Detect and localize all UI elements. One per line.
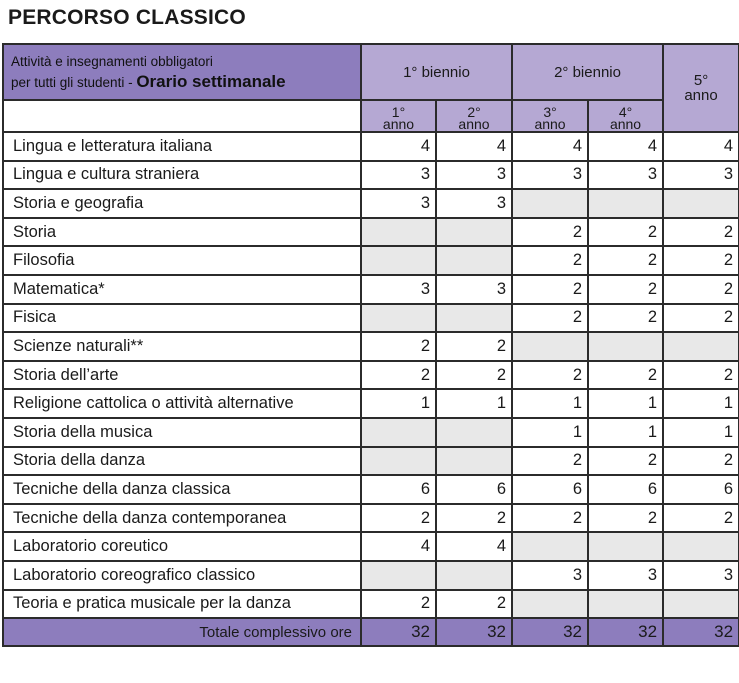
- table-row: [3, 590, 739, 619]
- table-row: [3, 389, 739, 418]
- header-fifth-year: [663, 44, 739, 132]
- hours-cell: 2: [588, 361, 663, 390]
- table-row: [3, 189, 739, 218]
- hours-cell: 2: [436, 361, 512, 390]
- hours-cell: 1: [663, 418, 739, 447]
- hours-cell: 2: [663, 504, 739, 533]
- subject-cell: Filosofia: [3, 246, 361, 275]
- hours-cell: 2: [361, 590, 436, 619]
- hours-cell: 4: [588, 132, 663, 161]
- hours-cell: 1: [588, 389, 663, 418]
- hours-cell: 2: [436, 590, 512, 619]
- header-year-4-top: 4°: [618, 104, 633, 120]
- hours-cell: 4: [663, 132, 739, 161]
- hours-cell: 2: [512, 246, 588, 275]
- hours-cell: 2: [512, 504, 588, 533]
- hours-cell: 2: [512, 361, 588, 390]
- hours-cell: 1: [588, 418, 663, 447]
- hours-cell: 2: [588, 218, 663, 247]
- header-year-4-bottom: anno: [609, 116, 642, 132]
- hours-cell: 4: [361, 132, 436, 161]
- table-row: [3, 161, 739, 190]
- table-row: [3, 275, 739, 304]
- hours-cell: 4: [361, 532, 436, 561]
- hours-cell: 3: [663, 561, 739, 590]
- table-row: [3, 304, 739, 333]
- hours-cell: 3: [436, 275, 512, 304]
- total-value: 32: [663, 618, 739, 646]
- empty-hours-cell: [361, 561, 436, 590]
- empty-hours-cell: [361, 447, 436, 476]
- total-row: [3, 618, 739, 646]
- hours-cell: 2: [663, 246, 739, 275]
- total-label: Totale complessivo ore: [3, 618, 361, 646]
- hours-cell: 2: [512, 218, 588, 247]
- empty-hours-cell: [588, 590, 663, 619]
- table-row: [3, 475, 739, 504]
- subject-cell: Lingua e cultura straniera: [3, 161, 361, 190]
- empty-hours-cell: [436, 561, 512, 590]
- empty-hours-cell: [588, 189, 663, 218]
- subject-cell: Tecniche della danza classica: [3, 475, 361, 504]
- hours-cell: 1: [663, 389, 739, 418]
- hours-cell: 2: [361, 332, 436, 361]
- empty-hours-cell: [588, 532, 663, 561]
- hours-cell: 1: [361, 389, 436, 418]
- table-row: [3, 447, 739, 476]
- header-fifth-year-top: 5°: [693, 72, 709, 89]
- header-blank: [3, 100, 361, 132]
- page-title: PERCORSO CLASSICO: [8, 6, 246, 29]
- header-year-1-bottom: anno: [382, 116, 415, 132]
- hours-cell: 3: [436, 161, 512, 190]
- hours-cell: 2: [588, 275, 663, 304]
- table-row: [3, 418, 739, 447]
- hours-cell: 3: [361, 161, 436, 190]
- header-line2-strong: Orario settimanale: [136, 71, 286, 91]
- hours-cell: 3: [361, 275, 436, 304]
- total-value: 32: [361, 618, 436, 646]
- empty-hours-cell: [436, 418, 512, 447]
- empty-hours-cell: [512, 590, 588, 619]
- hours-cell: 6: [436, 475, 512, 504]
- subject-cell: Laboratorio coreutico: [3, 532, 361, 561]
- header-year-3-top: 3°: [543, 104, 557, 120]
- header-year-2: [436, 100, 512, 132]
- empty-hours-cell: [663, 590, 739, 619]
- header-year-3: [512, 100, 588, 132]
- empty-hours-cell: [361, 218, 436, 247]
- empty-hours-cell: [436, 246, 512, 275]
- subject-cell: Storia e geografia: [3, 189, 361, 218]
- hours-cell: 1: [512, 389, 588, 418]
- subject-cell: Matematica*: [3, 275, 361, 304]
- empty-hours-cell: [436, 218, 512, 247]
- hours-cell: 3: [512, 161, 588, 190]
- hours-cell: 2: [436, 332, 512, 361]
- hours-cell: 6: [512, 475, 588, 504]
- empty-hours-cell: [436, 447, 512, 476]
- hours-cell: 2: [663, 275, 739, 304]
- table-row: [3, 561, 739, 590]
- hours-cell: 2: [436, 504, 512, 533]
- hours-cell: 3: [588, 161, 663, 190]
- header-year-1-top: 1°: [391, 104, 406, 120]
- header-year-4: [588, 100, 663, 132]
- empty-hours-cell: [436, 304, 512, 333]
- empty-hours-cell: [512, 332, 588, 361]
- empty-hours-cell: [512, 532, 588, 561]
- hours-cell: 2: [588, 504, 663, 533]
- header-group-first-biennium: 1° biennio: [361, 44, 512, 100]
- header-fifth-year-bottom: anno: [684, 87, 718, 104]
- hours-cell: 4: [436, 532, 512, 561]
- hours-cell: 3: [663, 161, 739, 190]
- subject-cell: Religione cattolica o attività alternative: [3, 389, 361, 418]
- header-line1: Attività e insegnamenti obbligatori: [11, 53, 213, 69]
- table-row: [3, 532, 739, 561]
- schedule-table: [2, 43, 739, 647]
- hours-cell: 6: [361, 475, 436, 504]
- hours-cell: 2: [588, 246, 663, 275]
- hours-cell: 4: [512, 132, 588, 161]
- header-line2-prefix: per tutti gli studenti -: [11, 74, 137, 90]
- hours-cell: 4: [436, 132, 512, 161]
- hours-cell: 1: [436, 389, 512, 418]
- total-value: 32: [512, 618, 588, 646]
- subject-cell: Tecniche della danza contemporanea: [3, 504, 361, 533]
- hours-cell: 2: [663, 218, 739, 247]
- hours-cell: 1: [512, 418, 588, 447]
- hours-cell: 2: [663, 447, 739, 476]
- empty-hours-cell: [663, 332, 739, 361]
- table-row: [3, 246, 739, 275]
- subject-cell: Storia della musica: [3, 418, 361, 447]
- total-value: 32: [436, 618, 512, 646]
- hours-cell: 2: [512, 447, 588, 476]
- hours-cell: 3: [512, 561, 588, 590]
- empty-hours-cell: [512, 189, 588, 218]
- subject-cell: Fisica: [3, 304, 361, 333]
- hours-cell: 2: [512, 304, 588, 333]
- table-row: [3, 361, 739, 390]
- subject-cell: Scienze naturali**: [3, 332, 361, 361]
- hours-cell: 2: [588, 447, 663, 476]
- table-row: [3, 132, 739, 161]
- hours-cell: 2: [512, 275, 588, 304]
- hours-cell: 3: [361, 189, 436, 218]
- empty-hours-cell: [663, 189, 739, 218]
- hours-cell: 2: [663, 361, 739, 390]
- subject-cell: Teoria e pratica musicale per la danza: [3, 590, 361, 619]
- hours-cell: 6: [663, 475, 739, 504]
- table-row: [3, 332, 739, 361]
- header-description: [3, 44, 361, 100]
- hours-cell: 3: [588, 561, 663, 590]
- empty-hours-cell: [663, 532, 739, 561]
- table-body: [3, 132, 739, 618]
- total-value: 32: [588, 618, 663, 646]
- subject-cell: Storia dell’arte: [3, 361, 361, 390]
- table-row: [3, 504, 739, 533]
- subject-cell: Laboratorio coreografico classico: [3, 561, 361, 590]
- hours-cell: 2: [361, 361, 436, 390]
- empty-hours-cell: [361, 418, 436, 447]
- subject-cell: Storia: [3, 218, 361, 247]
- empty-hours-cell: [361, 304, 436, 333]
- hours-cell: 2: [663, 304, 739, 333]
- hours-cell: 2: [361, 504, 436, 533]
- header-year-3-bottom: anno: [534, 116, 566, 132]
- header-year-1: [361, 100, 436, 132]
- subject-cell: Storia della danza: [3, 447, 361, 476]
- empty-hours-cell: [361, 246, 436, 275]
- hours-cell: 2: [588, 304, 663, 333]
- header-year-2-top: 2°: [467, 104, 481, 120]
- table-row: [3, 218, 739, 247]
- header-year-2-bottom: anno: [458, 116, 490, 132]
- empty-hours-cell: [588, 332, 663, 361]
- subject-cell: Lingua e letteratura italiana: [3, 132, 361, 161]
- hours-cell: 6: [588, 475, 663, 504]
- hours-cell: 3: [436, 189, 512, 218]
- header-group-second-biennium: 2° biennio: [512, 44, 663, 100]
